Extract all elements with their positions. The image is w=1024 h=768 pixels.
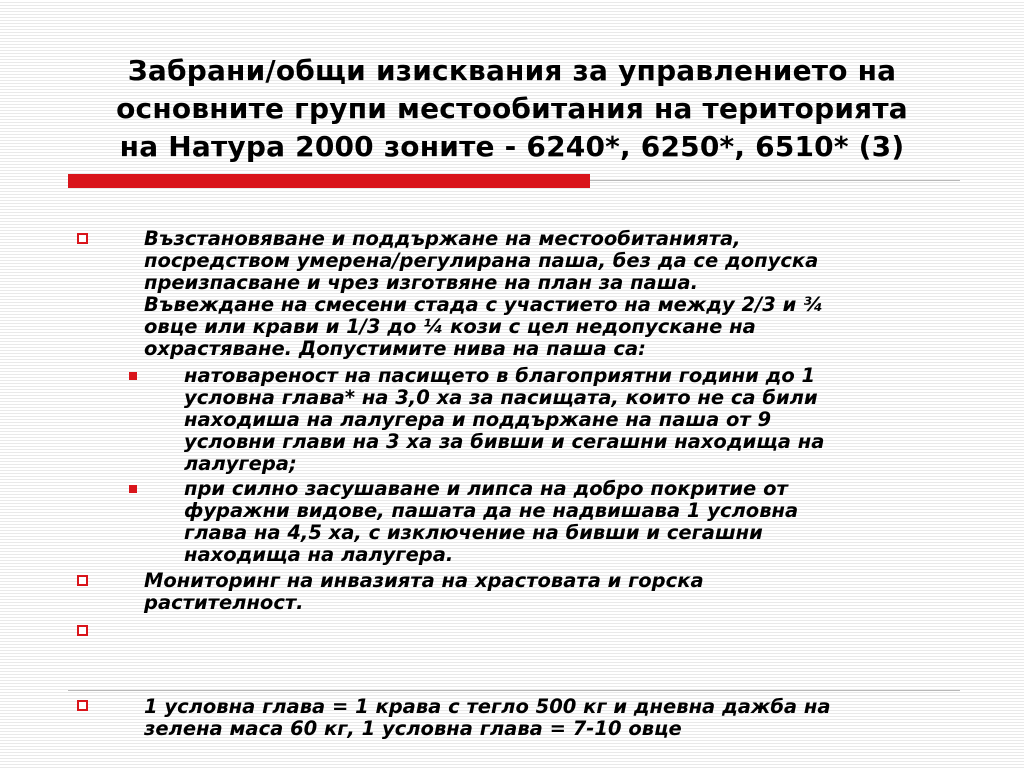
text-line: условна глава* на 3,0 ха за пасищата, които не са били xyxy=(184,386,818,409)
text-line: условни глави на 3 ха за бивши и сегашни находища на xyxy=(184,430,825,453)
hollow-square-icon xyxy=(77,700,88,711)
slide-title xyxy=(60,52,964,166)
text-line: 1 условна глава = 1 крава с тегло 500 кг и дневна дажба на xyxy=(144,695,831,718)
footnote-text-livestock-unit xyxy=(144,696,964,740)
text-line: при силно засушаване и липса на добро покритие от xyxy=(184,477,788,500)
hollow-square-icon xyxy=(77,625,88,636)
text-line: Мониторинг на инвазията на храстовата и горска xyxy=(144,569,704,592)
text-line: находиша на лалугера и поддържане на паша от 9 xyxy=(184,408,772,431)
title-accent-bar xyxy=(68,174,590,188)
text-line: преизпасване и чрез изготвяне на план за паша. xyxy=(144,271,698,294)
text-line: растителност. xyxy=(144,591,304,614)
title-line: на Натура 2000 зоните - 6240*, 6250*, 6510* (3) xyxy=(119,130,905,163)
text-line: Възстановяване и поддържане на местообитанията, xyxy=(144,227,741,250)
sub-bullet-text-grazing-load xyxy=(184,365,964,475)
text-line: овце или крави и 1/3 до ¼ кози с цел недопускане на xyxy=(144,315,756,338)
text-line: Въвеждане на смесени стада с участието на между 2/3 и ¾ xyxy=(144,293,824,316)
text-line: зелена маса 60 кг, 1 условна глава = 7-10 овце xyxy=(144,717,682,740)
title-line: основните групи местообитания на територията xyxy=(116,92,908,125)
title-line: Забрани/общи изисквания за управлението на xyxy=(127,54,897,87)
filled-square-icon xyxy=(129,372,137,380)
filled-square-icon xyxy=(129,485,137,493)
text-line: посредством умерена/регулирана паша, без да се допуска xyxy=(144,249,819,272)
text-line: глава на 4,5 ха, с изключение на бивши и сегашни xyxy=(184,521,763,544)
hollow-square-icon xyxy=(77,575,88,586)
footnote-divider-line xyxy=(68,690,960,691)
text-line: лалугера; xyxy=(184,452,297,475)
title-divider-line xyxy=(590,180,960,181)
text-line: натовареност на пасището в благоприятни години до 1 xyxy=(184,364,816,387)
sub-bullet-text-drought xyxy=(184,478,964,566)
text-line: находища на лалугера. xyxy=(184,543,454,566)
hollow-square-icon xyxy=(77,233,88,244)
bullet-text-restoration xyxy=(144,228,964,360)
text-line: фуражни видове, пашата да не надвишава 1 условна xyxy=(184,499,799,522)
bullet-text-monitoring xyxy=(144,570,964,614)
text-line: охрастяване. Допустимите нива на паша са: xyxy=(144,337,646,360)
